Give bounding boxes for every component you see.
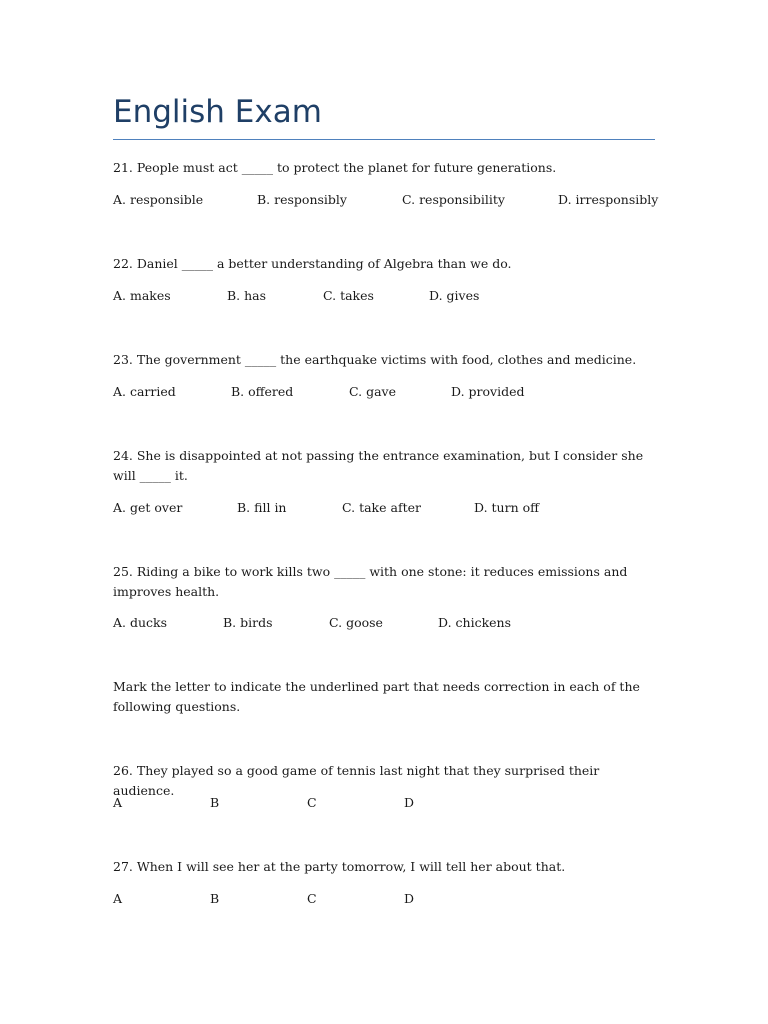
option-a: A. carried [113, 384, 176, 399]
option-d: D. chickens [438, 615, 512, 630]
option-c: C. goose [329, 615, 383, 630]
option-b: B. responsibly [257, 192, 347, 207]
title-divider [113, 139, 655, 140]
exam-page [113, 0, 659, 1024]
question-27-text: 27. When I will see her at the party tomorrow, I will tell her about that. [113, 859, 566, 874]
option-c: C [307, 795, 317, 810]
option-c: C. takes [323, 288, 374, 303]
option-b: B. fill in [237, 500, 287, 515]
option-a: A. responsible [113, 192, 204, 207]
question-21-text: 21. People must act _____ to protect the planet for future generations. [113, 160, 557, 175]
option-b: B [210, 795, 220, 810]
question-23-text: 23. The government _____ the earthquake victims with food, clothes and medicine. [113, 352, 637, 367]
option-a: A. get over [113, 500, 183, 515]
option-b: B. has [227, 288, 267, 303]
option-c: C [307, 891, 317, 906]
question-27-options [113, 889, 655, 909]
option-b: B. offered [231, 384, 294, 399]
question-23-options [113, 382, 655, 402]
option-d: D. turn off [474, 500, 540, 515]
option-a: A [113, 795, 123, 810]
option-d: D. irresponsibly [558, 192, 659, 207]
question-26-options [113, 793, 655, 813]
option-c: C. gave [349, 384, 396, 399]
question-26-text: 26. They played so a good game of tennis last night that they surprised their audience. [113, 763, 600, 798]
option-b: B. birds [223, 615, 273, 630]
option-b: B [210, 891, 220, 906]
option-d: D [404, 891, 415, 906]
page-title: English Exam [113, 94, 322, 130]
option-c: C. take after [342, 500, 421, 515]
option-a: A. makes [113, 288, 171, 303]
question-21-options [113, 190, 659, 210]
option-c: C. responsibility [402, 192, 505, 207]
section-instruction: Mark the letter to indicate the underlined part that needs correction in each of the following questions. [113, 679, 640, 714]
question-24-options [113, 498, 655, 518]
question-24-text: 24. She is disappointed at not passing the entrance examination, but I consider she will _____ it. [113, 448, 644, 483]
option-a: A. ducks [113, 615, 168, 630]
option-d: D. gives [429, 288, 480, 303]
question-25-options [113, 613, 655, 633]
question-25-text: 25. Riding a bike to work kills two _____ with one stone: it reduces emissions and improves health. [113, 564, 628, 599]
question-22-options [113, 286, 655, 306]
question-22-text: 22. Daniel _____ a better understanding of Algebra than we do. [113, 256, 512, 271]
option-d: D. provided [451, 384, 525, 399]
option-d: D [404, 795, 415, 810]
option-a: A [113, 891, 123, 906]
